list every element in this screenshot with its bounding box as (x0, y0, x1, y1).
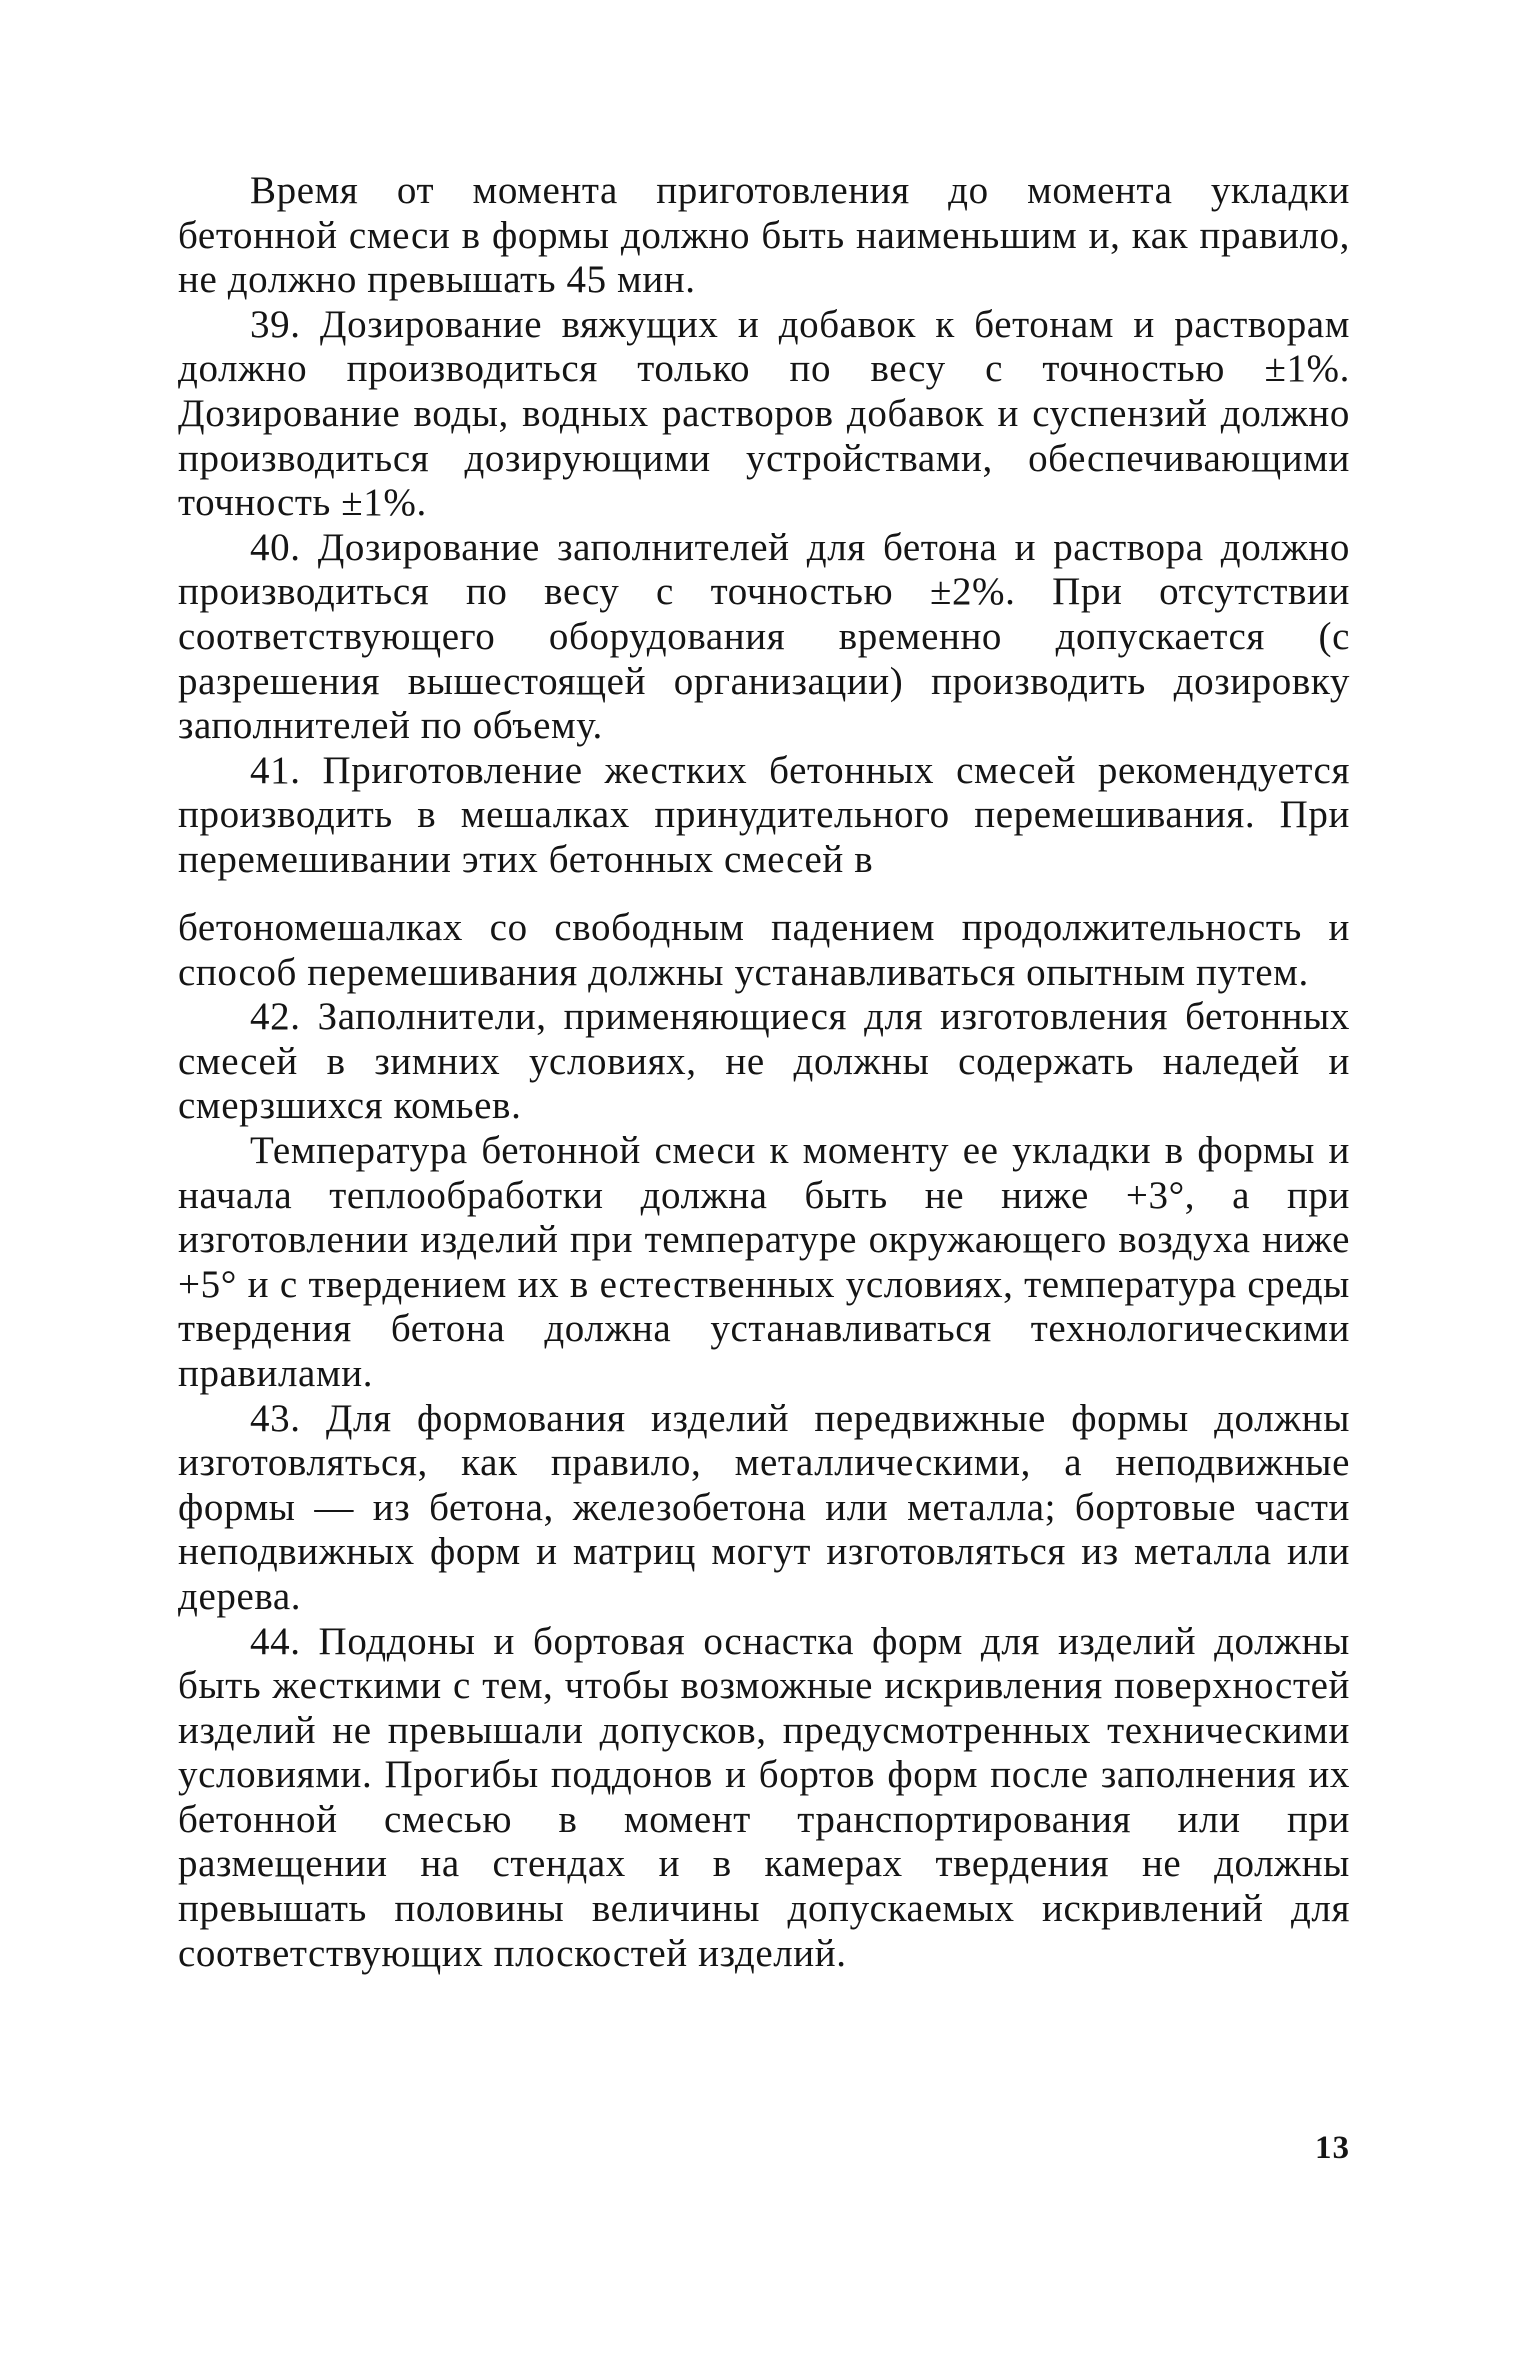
paragraph-temperature: Температура бетонной смеси к моменту ее укладки в формы и начала теплообработки должна быть не ниже +3°, а при изготовлении изделий при температуре окружающего воздуха ниже +5° и с твердением их в естественных условиях, температура среды твердения бетона должна устанавливаться технологическими правилами. (178, 1128, 1350, 1395)
paragraph-41-continued: бетономешалках со свободным падением продолжительность и способ перемешивания должны устанавливаться опытным путем. (178, 906, 1350, 994)
text-block-bottom (178, 906, 1350, 1976)
paragraph-44: 44. Поддоны и бортовая оснастка форм для изделий должны быть жесткими с тем, чтобы возможные искривления поверхностей изделий не превышали допусков, предусмотренных техническими условиями. Прогибы поддонов и бортов форм после заполнения их бетонной смесью в момент транспортирования или при размещении на стендах и в камерах твердения не должны превышать половины величины допускаемых искривлений для соответствующих плоскостей изделий. (178, 1619, 1350, 1975)
text-block-top (178, 169, 1350, 883)
paragraph-40: 40. Дозирование заполнителей для бетона и раствора должно производиться по весу с точностью ±2%. При отсутствии соответствующего оборудования временно допускается (с разрешения вышестоящей организации) производить дозировку заполнителей по объему. (178, 525, 1350, 748)
paragraph-43: 43. Для формования изделий передвижные формы должны изготовляться, как правило, металлическими, а неподвижные формы — из бетона, железобетона или металла; бортовые части неподвижных форм и матриц могут изготовляться из металла или дерева. (178, 1396, 1350, 1618)
paragraph-41: 41. Приготовление жестких бетонных смесей рекомендуется производить в мешалках принудительного перемешивания. При перемешивании этих бетонных смесей в (178, 748, 1350, 881)
paragraph-time-limit: Время от момента приготовления до момента укладки бетонной смеси в формы должно быть наименьшим и, как правило, не должно превышать 45 мин. (178, 169, 1350, 302)
paragraph-39: 39. Дозирование вяжущих и добавок к бетонам и растворам должно производиться только по весу с точностью ±1%. Дозирование воды, водных растворов добавок и суспензий должно производиться дозирующими устройствами, обеспечивающими точность ±1%. (178, 302, 1350, 525)
page-number: 13 (1315, 2130, 1350, 2166)
paragraph-42: 42. Заполнители, применяющиеся для изготовления бетонных смесей в зимних условиях, не должны содержать наледей и смерзшихся комьев. (178, 995, 1350, 1128)
